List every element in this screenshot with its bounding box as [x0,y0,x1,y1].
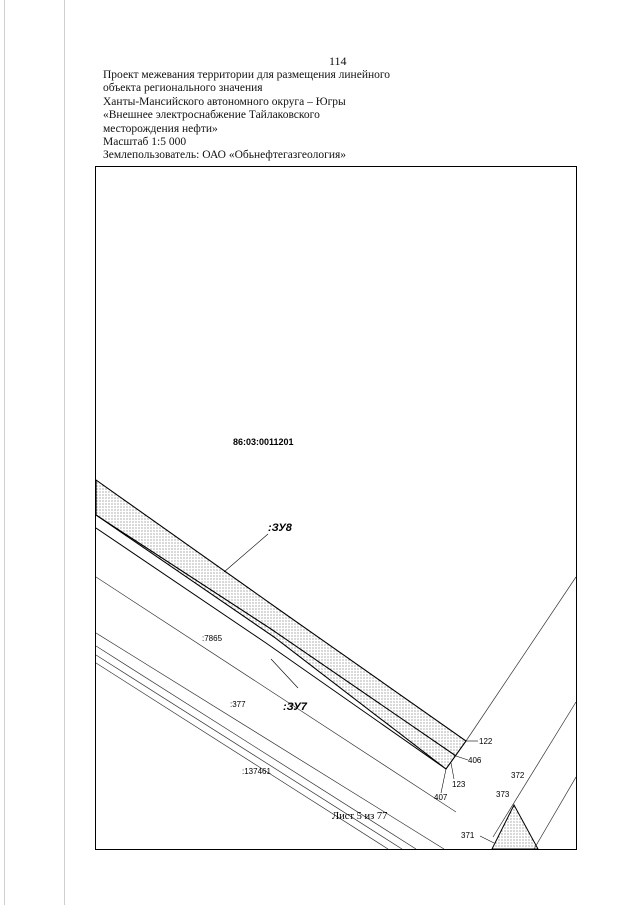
document-header [103,69,390,163]
scan-margin-line-binding [64,0,65,905]
header-title-line-2: объекта регионального значения [103,82,263,95]
parcel-377-boundary-upper [96,633,444,849]
point-label-407: 407 [434,793,448,802]
road-boundary-right-middle [493,702,576,837]
zu7-leader-line [271,659,298,688]
zu8-leader-line [224,534,268,572]
parcel-label-137461: :137461 [242,767,271,776]
point-label-123: 123 [452,780,466,789]
sheet-number-label: Лист 5 из 77 [332,811,388,822]
land-user-label: Землепользователь: ОАО «Обьнефтегазгеология» [103,149,347,162]
point-label-371: 371 [461,831,475,840]
point-407-leader [441,769,446,793]
cadastral-quarter-label: 86:03:0011201 [233,437,294,447]
page-number: 114 [329,54,347,68]
parcel-label-7865: :7865 [202,634,223,643]
point-label-406: 406 [468,756,482,765]
point-label-122: 122 [479,737,493,746]
road-boundary-right-upper [466,577,576,741]
zone-label-zu7: :ЗУ7 [283,701,307,713]
zone-label-zu8: :ЗУ8 [268,522,292,534]
parcel-label-377: :377 [230,700,246,709]
header-title-line-4: «Внешнее электроснабжение Тайлаковского [103,109,320,122]
scale-label: Масштаб 1:5 000 [103,136,187,149]
map-canvas [96,167,576,849]
point-406-leader [456,756,468,760]
road-boundary-right-lower [534,777,576,849]
strip-lower-line [96,528,446,769]
header-title-line-5: месторождения нефти» [103,122,218,135]
header-title-line-1: Проект межевания территории для размещения линейного [103,69,391,81]
map-frame [95,166,577,850]
point-371-leader [480,836,494,843]
header-title-line-3: Ханты-Мансийского автономного округа – Югры [103,95,346,108]
scan-margin-line-left [4,0,5,905]
point-label-373: 373 [496,790,510,799]
point-123-leader [451,763,454,779]
point-label-372: 372 [511,771,525,780]
